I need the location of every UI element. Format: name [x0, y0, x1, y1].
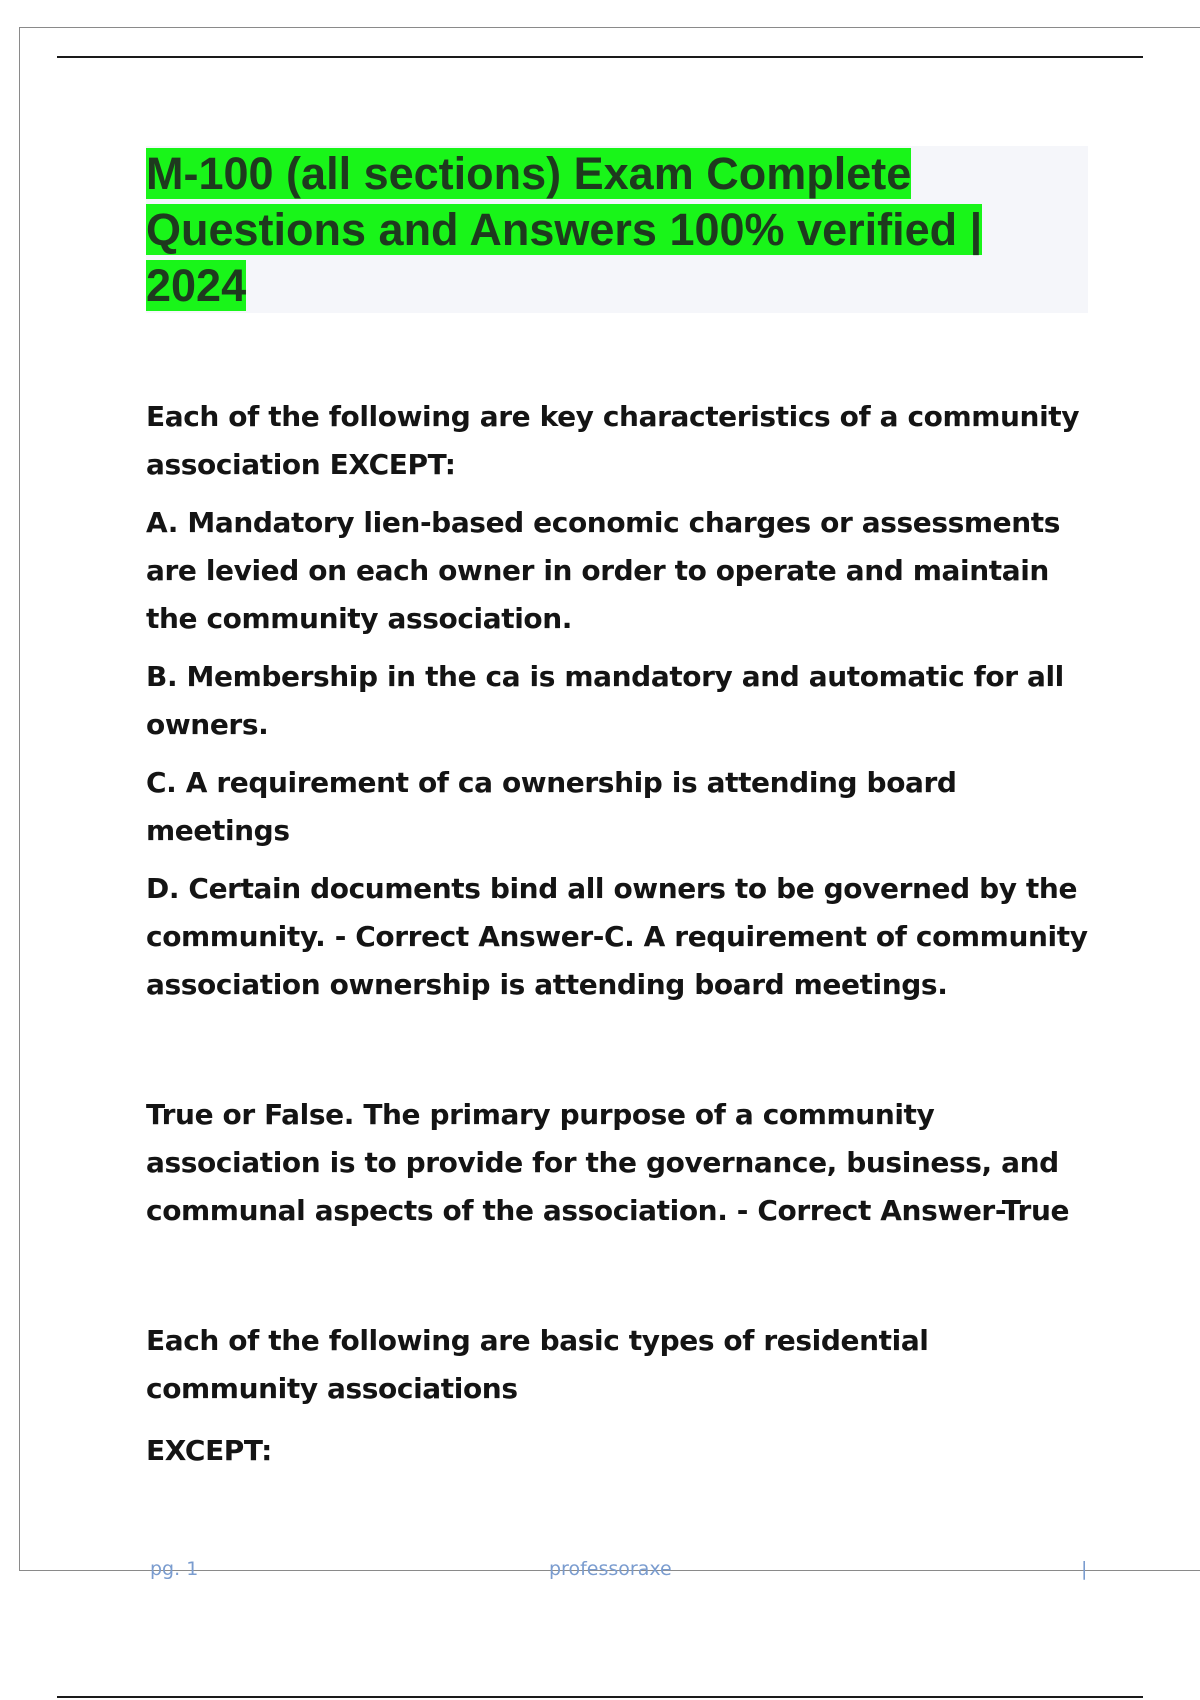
answer-option-b: B. Membership in the ca is mandatory and automatic for all owners. — [146, 660, 1064, 741]
question-3 — [146, 1317, 1096, 1475]
spacer — [146, 1009, 1096, 1091]
answer-option-d: D. Certain documents bind all owners to be governed by the community. - Correct Answer-C. A requirement of community association ownership is attending board meetings. — [146, 872, 1088, 1001]
footer-author: professoraxe — [549, 1558, 672, 1580]
document-body — [146, 393, 1096, 1475]
spacer — [146, 1235, 1096, 1317]
page-footer — [0, 1558, 1200, 1588]
title-block — [146, 146, 1088, 313]
document-title — [146, 146, 1088, 314]
question-stem: Each of the following are basic types of residential community associations — [146, 1324, 929, 1405]
footer-separator: | — [1081, 1558, 1088, 1580]
next-page-header-rule — [57, 1696, 1143, 1698]
question-2 — [146, 1091, 1096, 1235]
answer-option-a: A. Mandatory lien-based economic charges or assessments are levied on each owner in order to operate and maintain the community association. — [146, 506, 1061, 635]
question-stem: True or False. The primary purpose of a community association is to provide for the governance, business, and communal aspects of the association. - Correct Answer-True — [146, 1098, 1070, 1227]
question-1 — [146, 393, 1096, 1009]
question-stem-continued: EXCEPT: — [146, 1434, 272, 1467]
header-rule — [57, 56, 1143, 58]
answer-option-c: C. A requirement of ca ownership is attending board meetings — [146, 766, 957, 847]
question-stem: Each of the following are key characteristics of a community association EXCEPT: — [146, 400, 1080, 481]
footer-page-number: pg. 1 — [150, 1558, 199, 1580]
title-highlight: M-100 (all sections) Exam Complete Questions and Answers 100% verified | 2024 — [146, 148, 983, 311]
